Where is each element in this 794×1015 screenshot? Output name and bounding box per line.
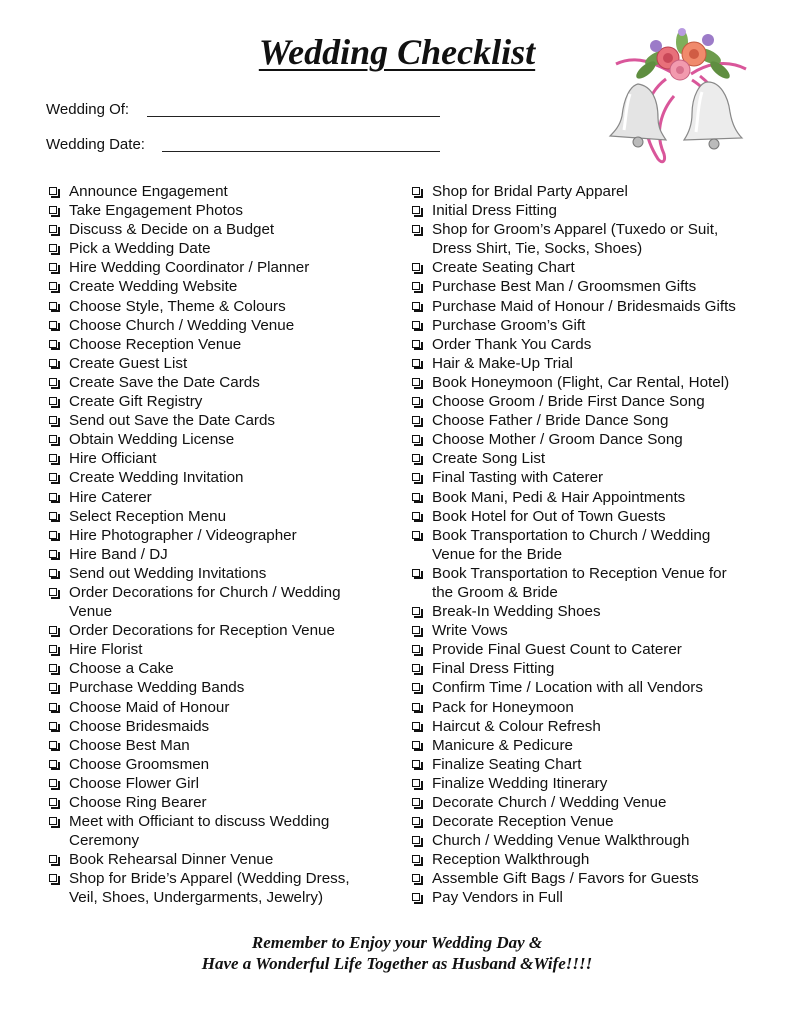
checklist-item-label: Write Vows xyxy=(432,622,508,640)
checkbox[interactable] xyxy=(412,473,420,481)
checklist-right-column xyxy=(409,182,754,908)
checklist-item xyxy=(409,220,754,258)
checkbox[interactable] xyxy=(412,340,420,348)
checklist-item-label: Create Gift Registry xyxy=(69,393,203,411)
checkbox[interactable] xyxy=(412,187,420,195)
checkbox[interactable] xyxy=(412,321,420,329)
checklist-item-label: Purchase Best Man / Groomsmen Gifts xyxy=(432,278,697,296)
checkbox[interactable] xyxy=(49,588,57,596)
checklist-item xyxy=(409,392,754,411)
checkbox[interactable] xyxy=(49,550,57,558)
checkbox[interactable] xyxy=(49,760,57,768)
checklist-item-label: Purchase Maid of Honour / Bridesmaids Gifts xyxy=(432,297,736,315)
checklist-item-label: Create Seating Chart xyxy=(432,259,575,277)
checklist-item-label: Discuss & Decide on a Budget xyxy=(69,221,275,239)
checklist-item-label: Provide Final Guest Count to Caterer xyxy=(432,641,682,659)
checklist-item xyxy=(409,430,754,449)
checklist-item xyxy=(409,621,754,640)
checkbox[interactable] xyxy=(49,722,57,730)
checklist-item-label: Choose Maid of Honour xyxy=(69,698,230,716)
checklist-item xyxy=(409,812,754,831)
checkbox[interactable] xyxy=(49,263,57,271)
checklist-item xyxy=(46,640,386,659)
checklist-item xyxy=(409,831,754,850)
checklist-item-label: Hair & Make-Up Trial xyxy=(432,354,573,372)
checklist-item xyxy=(46,220,386,239)
checkbox[interactable] xyxy=(49,683,57,691)
checklist-item-label: Book Transportation to Reception Venue for the Groom & Bride xyxy=(432,564,727,601)
bell-icon xyxy=(684,82,742,149)
checkbox[interactable] xyxy=(49,493,57,501)
closing-message-line-2: Have a Wonderful Life Together as Husband &Wife!!!! xyxy=(201,954,593,973)
checkbox[interactable] xyxy=(49,378,57,386)
checkbox[interactable] xyxy=(412,263,420,271)
closing-message-line-1: Remember to Enjoy your Wedding Day & xyxy=(251,933,543,952)
checkbox[interactable] xyxy=(49,626,57,634)
checklist-item xyxy=(46,239,386,258)
checklist-left-column xyxy=(46,182,386,908)
checklist-item-label: Shop for Bridal Party Apparel xyxy=(432,183,628,200)
checklist-item xyxy=(409,201,754,220)
checklist-item xyxy=(409,277,754,296)
checklist-item-label: Send out Wedding Invitations xyxy=(69,564,267,582)
checkbox[interactable] xyxy=(412,703,420,711)
checklist-item xyxy=(46,488,386,507)
wedding-of-label: Wedding Of: xyxy=(46,101,130,118)
checklist-item xyxy=(46,659,386,678)
checklist-item xyxy=(46,717,386,736)
checklist-item xyxy=(46,678,386,697)
checklist-item xyxy=(46,411,386,430)
checkbox[interactable] xyxy=(49,531,57,539)
wedding-of-field xyxy=(46,101,129,119)
checklist-item-label: Book Honeymoon (Flight, Car Rental, Hotel) xyxy=(432,373,730,391)
checkbox[interactable] xyxy=(412,874,420,882)
checkbox[interactable] xyxy=(412,893,420,901)
checklist-item-label: Pack for Honeymoon xyxy=(432,698,574,716)
checkbox[interactable] xyxy=(412,531,420,539)
closing-message xyxy=(0,932,794,974)
checkbox[interactable] xyxy=(49,569,57,577)
checkbox[interactable] xyxy=(412,416,420,424)
checklist-item xyxy=(409,507,754,526)
checklist-item xyxy=(409,698,754,717)
checklist-item xyxy=(46,545,386,564)
checkbox[interactable] xyxy=(412,741,420,749)
wedding-date-field xyxy=(46,136,145,154)
checkbox[interactable] xyxy=(412,302,420,310)
checklist-item xyxy=(409,869,754,888)
checklist-item xyxy=(409,774,754,793)
checkbox[interactable] xyxy=(412,760,420,768)
checklist-item-label: Pick a Wedding Date xyxy=(69,240,211,258)
checkbox[interactable] xyxy=(49,359,57,367)
checklist-item xyxy=(409,258,754,277)
checkbox[interactable] xyxy=(49,454,57,462)
checklist-item-label: Book Transportation to Church / Wedding Venue for the Bride xyxy=(432,526,711,563)
checkbox[interactable] xyxy=(49,225,57,233)
checkbox[interactable] xyxy=(412,282,420,290)
checkbox[interactable] xyxy=(412,512,420,520)
checklist-item-label: Final Tasting with Caterer xyxy=(432,469,604,487)
bell-icon xyxy=(610,84,666,147)
checklist-item-label: Choose Ring Bearer xyxy=(69,794,207,811)
checkbox[interactable] xyxy=(412,664,420,672)
checkbox[interactable] xyxy=(49,187,57,195)
checklist-item xyxy=(409,717,754,736)
wedding-date-label: Wedding Date: xyxy=(46,136,145,153)
checklist-item-label: Hire Officiant xyxy=(69,450,157,468)
checkbox[interactable] xyxy=(49,664,57,672)
checklist-item-label: Purchase Groom’s Gift xyxy=(432,316,586,334)
checklist-item xyxy=(46,736,386,755)
checklist-item xyxy=(46,698,386,717)
wedding-of-blank-line[interactable] xyxy=(147,116,440,117)
checklist-item-label: Choose a Cake xyxy=(69,660,174,678)
checklist-item xyxy=(409,736,754,755)
checklist-item xyxy=(409,850,754,869)
checklist-item xyxy=(46,755,386,774)
checkbox[interactable] xyxy=(49,874,57,882)
checklist-item xyxy=(46,354,386,373)
checkbox[interactable] xyxy=(412,798,420,806)
checklist-item xyxy=(409,354,754,373)
checkbox[interactable] xyxy=(412,493,420,501)
checkbox[interactable] xyxy=(49,741,57,749)
checklist-item-label: Final Dress Fitting xyxy=(432,660,555,678)
wedding-date-blank-line[interactable] xyxy=(162,151,440,152)
checkbox[interactable] xyxy=(412,359,420,367)
checklist-item-label: Book Mani, Pedi & Hair Appointments xyxy=(432,488,686,506)
checklist-item xyxy=(409,640,754,659)
checklist-item xyxy=(46,258,386,277)
checkbox[interactable] xyxy=(49,435,57,443)
checkbox[interactable] xyxy=(412,817,420,825)
checklist-item-label: Choose Groom / Bride First Dance Song xyxy=(432,393,705,411)
checklist-item xyxy=(409,888,754,907)
checklist-item-label: Choose Bridesmaids xyxy=(69,717,210,735)
checklist-item xyxy=(46,869,386,907)
checklist-item-label: Finalize Seating Chart xyxy=(432,755,582,773)
checklist-item-label: Create Song List xyxy=(432,450,546,468)
checklist-item-label: Choose Mother / Groom Dance Song xyxy=(432,431,683,449)
checklist-item xyxy=(409,793,754,812)
checkbox[interactable] xyxy=(49,473,57,481)
checkbox[interactable] xyxy=(49,645,57,653)
checklist-item-label: Obtain Wedding License xyxy=(69,431,235,449)
checklist-item xyxy=(409,678,754,697)
checklist-item-label: Choose Reception Venue xyxy=(69,335,242,353)
checkbox[interactable] xyxy=(49,703,57,711)
checklist-item xyxy=(409,526,754,564)
checklist-item-label: Break-In Wedding Shoes xyxy=(432,603,601,621)
checkbox[interactable] xyxy=(412,206,420,214)
checkbox[interactable] xyxy=(49,244,57,252)
checklist-item xyxy=(46,564,386,583)
checklist-item-label: Choose Father / Bride Dance Song xyxy=(432,412,669,430)
checklist-item xyxy=(46,449,386,468)
checklist-item-label: Announce Engagement xyxy=(69,183,228,200)
checklist-item xyxy=(409,488,754,507)
checklist-item xyxy=(46,316,386,335)
checklist-item-label: Choose Style, Theme & Colours xyxy=(69,297,286,315)
checklist-item xyxy=(409,411,754,430)
checklist-item-label: Shop for Groom’s Apparel (Tuxedo or Suit, Dress Shirt, Tie, Socks, Shoes) xyxy=(432,221,719,258)
checklist-item-label: Assemble Gift Bags / Favors for Guests xyxy=(432,870,699,888)
checklist-item-label: Select Reception Menu xyxy=(69,507,227,525)
checkbox[interactable] xyxy=(412,454,420,462)
checkbox[interactable] xyxy=(412,569,420,577)
checklist-item xyxy=(409,297,754,316)
checkbox[interactable] xyxy=(412,855,420,863)
checklist-item-label: Order Decorations for Reception Venue xyxy=(69,622,335,640)
checklist-item xyxy=(46,182,386,201)
checklist-item xyxy=(409,449,754,468)
checkbox[interactable] xyxy=(412,435,420,443)
checklist-item-label: Create Save the Date Cards xyxy=(69,373,260,391)
checklist-item-label: Haircut & Colour Refresh xyxy=(432,717,601,735)
checkbox[interactable] xyxy=(412,397,420,405)
checklist-item xyxy=(409,602,754,621)
rose-bouquet-icon xyxy=(634,28,733,82)
checklist-item xyxy=(409,755,754,774)
checklist-item-label: Book Rehearsal Dinner Venue xyxy=(69,851,274,869)
checklist-item xyxy=(46,468,386,487)
checklist-item-label: Choose Best Man xyxy=(69,736,190,754)
checkbox[interactable] xyxy=(412,626,420,634)
checklist-item-label: Decorate Reception Venue xyxy=(432,813,614,831)
checklist-item xyxy=(409,468,754,487)
checklist-item-label: Hire Caterer xyxy=(69,488,152,506)
checklist-item xyxy=(409,373,754,392)
checklist-item-label: Hire Florist xyxy=(69,641,143,659)
checklist-item xyxy=(46,335,386,354)
checklist-item-label: Take Engagement Photos xyxy=(69,202,243,220)
checkbox[interactable] xyxy=(412,378,420,386)
checklist-item-label: Pay Vendors in Full xyxy=(432,889,563,907)
checklist-item xyxy=(46,201,386,220)
checkbox[interactable] xyxy=(49,206,57,214)
checklist-item xyxy=(46,392,386,411)
checklist-item-label: Order Thank You Cards xyxy=(432,335,592,353)
checkbox[interactable] xyxy=(49,340,57,348)
checkbox[interactable] xyxy=(49,798,57,806)
checklist-item-label: Choose Church / Wedding Venue xyxy=(69,316,295,334)
checklist-item xyxy=(409,182,754,201)
checklist-item-label: Hire Band / DJ xyxy=(69,545,168,563)
checklist-item-label: Purchase Wedding Bands xyxy=(69,679,245,697)
checklist-item xyxy=(46,430,386,449)
checklist-item-label: Hire Photographer / Videographer xyxy=(69,526,297,544)
checklist-item xyxy=(46,621,386,640)
checklist-item xyxy=(46,812,386,850)
checklist-item-label: Meet with Officiant to discuss Wedding Ceremony xyxy=(69,813,330,850)
checklist-item xyxy=(409,335,754,354)
checklist-item-label: Order Decorations for Church / Wedding Venue xyxy=(69,583,341,621)
checklist-item-label: Decorate Church / Wedding Venue xyxy=(432,794,667,811)
wedding-bells-illustration xyxy=(596,24,766,166)
checklist-item xyxy=(46,774,386,793)
checklist-item xyxy=(409,316,754,335)
checkbox[interactable] xyxy=(412,836,420,844)
checklist-item-label: Choose Groomsmen xyxy=(69,755,210,773)
checkbox[interactable] xyxy=(412,607,420,615)
checkbox[interactable] xyxy=(412,225,420,233)
checklist-item xyxy=(46,850,386,869)
checklist-item-label: Hire Wedding Coordinator / Planner xyxy=(69,259,310,277)
checklist-item-label: Create Guest List xyxy=(69,354,188,372)
checklist-item xyxy=(46,583,386,621)
checklist-item xyxy=(409,564,754,602)
checklist-item xyxy=(46,793,386,812)
checklist-item-label: Choose Flower Girl xyxy=(69,774,199,792)
checklist-item xyxy=(46,297,386,316)
checklist-item-label: Create Wedding Website xyxy=(69,278,238,296)
checklist-item-label: Send out Save the Date Cards xyxy=(69,412,276,430)
checkbox[interactable] xyxy=(49,779,57,787)
checkbox[interactable] xyxy=(49,817,57,825)
checkbox[interactable] xyxy=(49,302,57,310)
checkbox[interactable] xyxy=(412,683,420,691)
checklist-item xyxy=(46,277,386,296)
checklist-item xyxy=(409,659,754,678)
page-title-text: Wedding Checklist xyxy=(258,32,536,72)
checklist-item-label: Manicure & Pedicure xyxy=(432,736,573,754)
checklist-item-label: Finalize Wedding Itinerary xyxy=(432,774,608,792)
checklist-item-label: Reception Walkthrough xyxy=(432,851,590,869)
checkbox[interactable] xyxy=(412,779,420,787)
checkbox[interactable] xyxy=(49,282,57,290)
checklist-item-label: Confirm Time / Location with all Vendors xyxy=(432,679,703,697)
checkbox[interactable] xyxy=(49,855,57,863)
checklist-item-label: Church / Wedding Venue Walkthrough xyxy=(432,832,690,850)
checklist-item xyxy=(46,373,386,392)
checkbox[interactable] xyxy=(412,722,420,730)
checkbox[interactable] xyxy=(49,321,57,329)
checkbox[interactable] xyxy=(49,512,57,520)
checkbox[interactable] xyxy=(412,645,420,653)
checkbox[interactable] xyxy=(49,397,57,405)
checklist-item-label: Initial Dress Fitting xyxy=(432,202,557,220)
checklist-item xyxy=(46,526,386,545)
checklist-item-label: Book Hotel for Out of Town Guests xyxy=(432,507,666,525)
checklist-item xyxy=(46,507,386,526)
checklist-item-label: Create Wedding Invitation xyxy=(69,469,244,487)
checkbox[interactable] xyxy=(49,416,57,424)
checklist-item-label: Shop for Bride’s Apparel (Wedding Dress, Veil, Shoes, Undergarments, Jewelry) xyxy=(69,870,350,907)
